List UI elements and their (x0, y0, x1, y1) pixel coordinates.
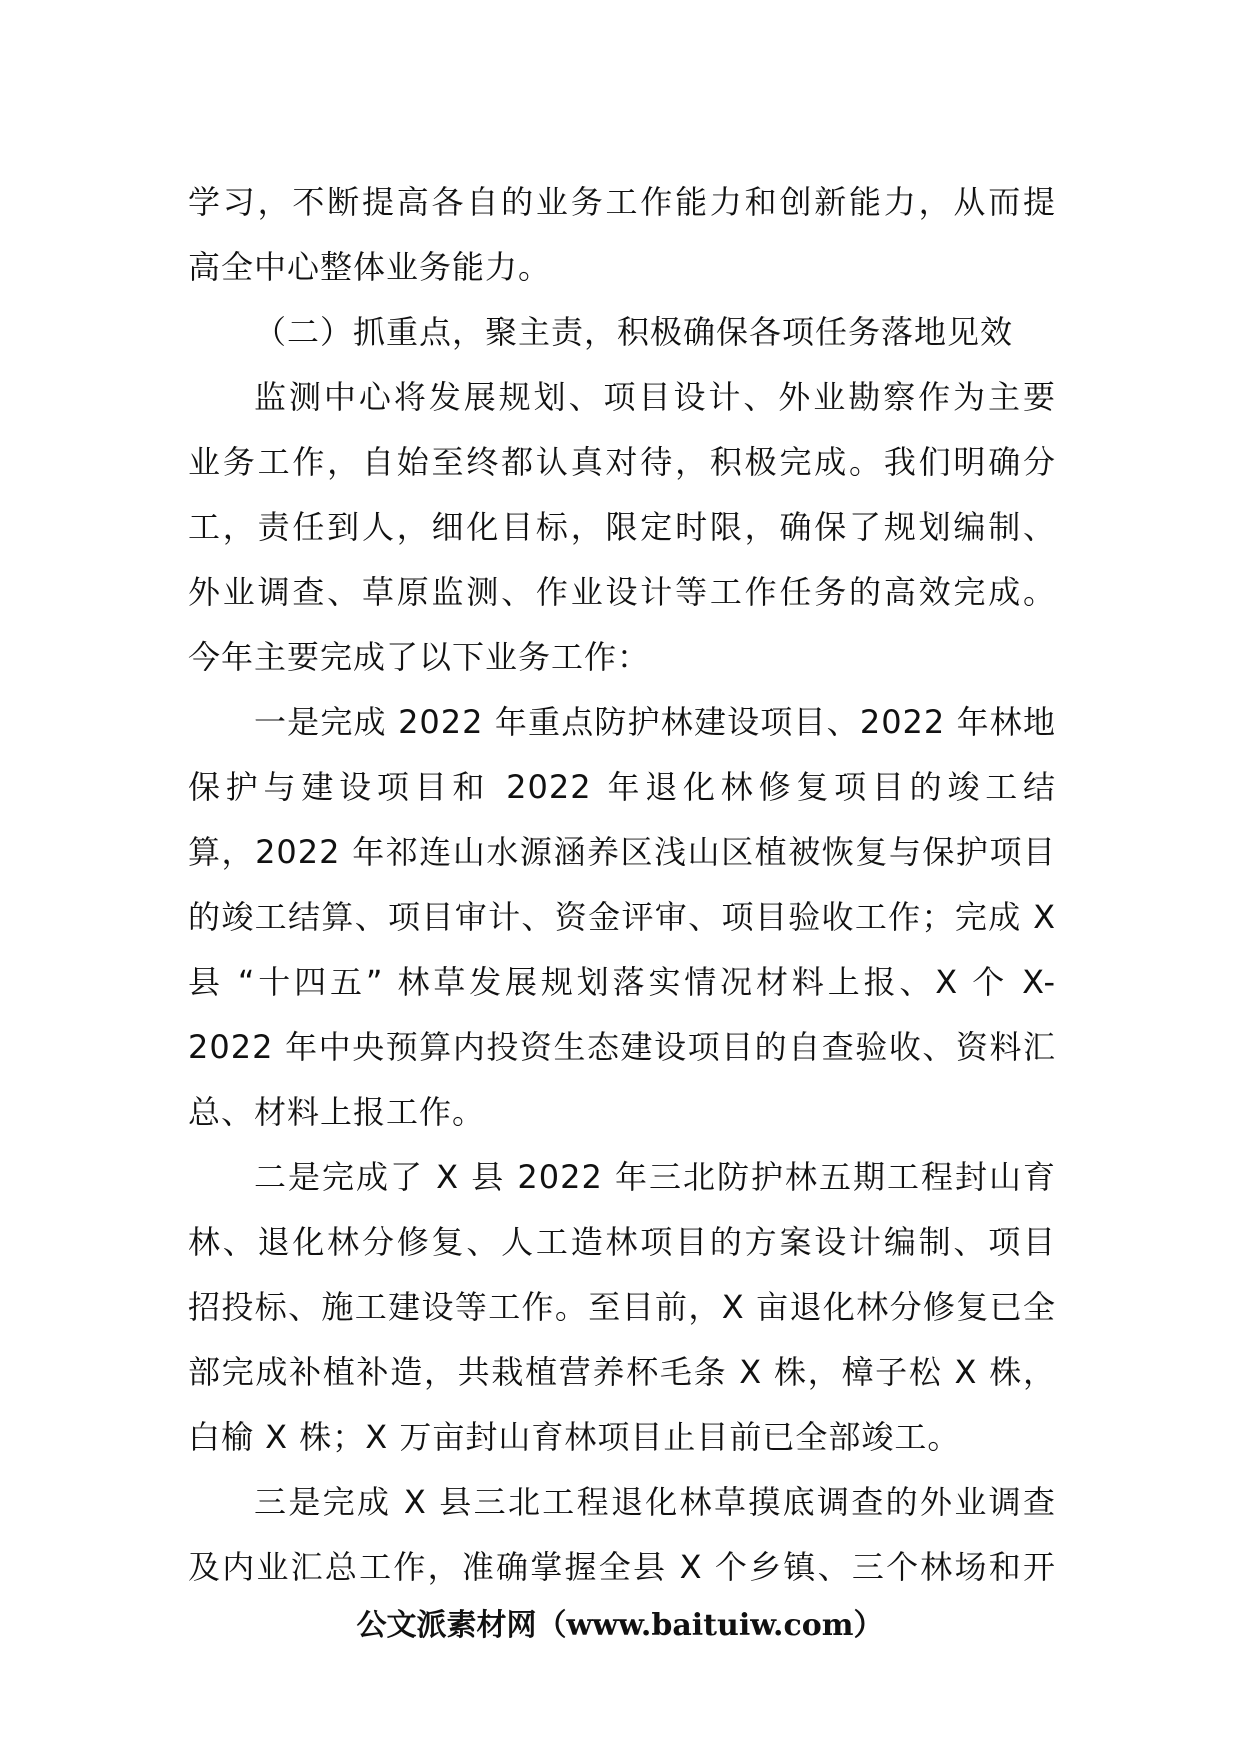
text-line: 白榆 X 株；X 万亩封山育林项目止目前已全部竣工。 (188, 1418, 961, 1456)
text-line: 业务工作，自始至终都认真对待，积极完成。我们明确分 (188, 443, 1056, 481)
text-line: 工，责任到人，细化目标，限定时限，确保了规划编制、 (188, 508, 1056, 546)
text-line: 县 “十四五” 林草发展规划落实情况材料上报、X 个 X- (188, 963, 1056, 1001)
footer-watermark: 公文派素材网（www.baituiw.com） (356, 1608, 884, 1643)
text-line: 监测中心将发展规划、项目设计、外业勘察作为主要 (254, 378, 1056, 416)
section-heading: （二）抓重点，聚主责，积极确保各项任务落地见效 (254, 313, 1014, 351)
text-line: 招投标、施工建设等工作。至目前，X 亩退化林分修复已全 (188, 1288, 1056, 1326)
text-line: 三是完成 X 县三北工程退化林草摸底调查的外业调查 (254, 1483, 1056, 1521)
body-text (188, 170, 1056, 1600)
text-line: 总、材料上报工作。 (188, 1093, 486, 1131)
text-line: 高全中心整体业务能力。 (188, 248, 552, 286)
text-line: 的竣工结算、项目审计、资金评审、项目验收工作；完成 X (188, 898, 1056, 936)
text-line: 林、退化林分修复、人工造林项目的方案设计编制、项目 (188, 1223, 1056, 1261)
text-line: 保护与建设项目和 2022 年退化林修复项目的竣工结 (188, 768, 1056, 806)
text-line: 及内业汇总工作，准确掌握全县 X 个乡镇、三个林场和开 (188, 1548, 1056, 1586)
text-line: 一是完成 2022 年重点防护林建设项目、2022 年林地 (254, 703, 1056, 741)
text-line: 算，2022 年祁连山水源涵养区浅山区植被恢复与保护项目 (188, 833, 1056, 871)
text-line: 二是完成了 X 县 2022 年三北防护林五期工程封山育 (254, 1158, 1056, 1196)
text-line: 外业调查、草原监测、作业设计等工作任务的高效完成。 (188, 573, 1056, 611)
text-line: 学习，不断提高各自的业务工作能力和创新能力，从而提 (188, 183, 1056, 221)
text-line: 今年主要完成了以下业务工作： (188, 638, 651, 676)
text-line: 部完成补植补造，共栽植营养杯毛条 X 株，樟子松 X 株， (188, 1353, 1056, 1391)
text-line: 2022 年中央预算内投资生态建设项目的自查验收、资料汇 (188, 1028, 1056, 1066)
